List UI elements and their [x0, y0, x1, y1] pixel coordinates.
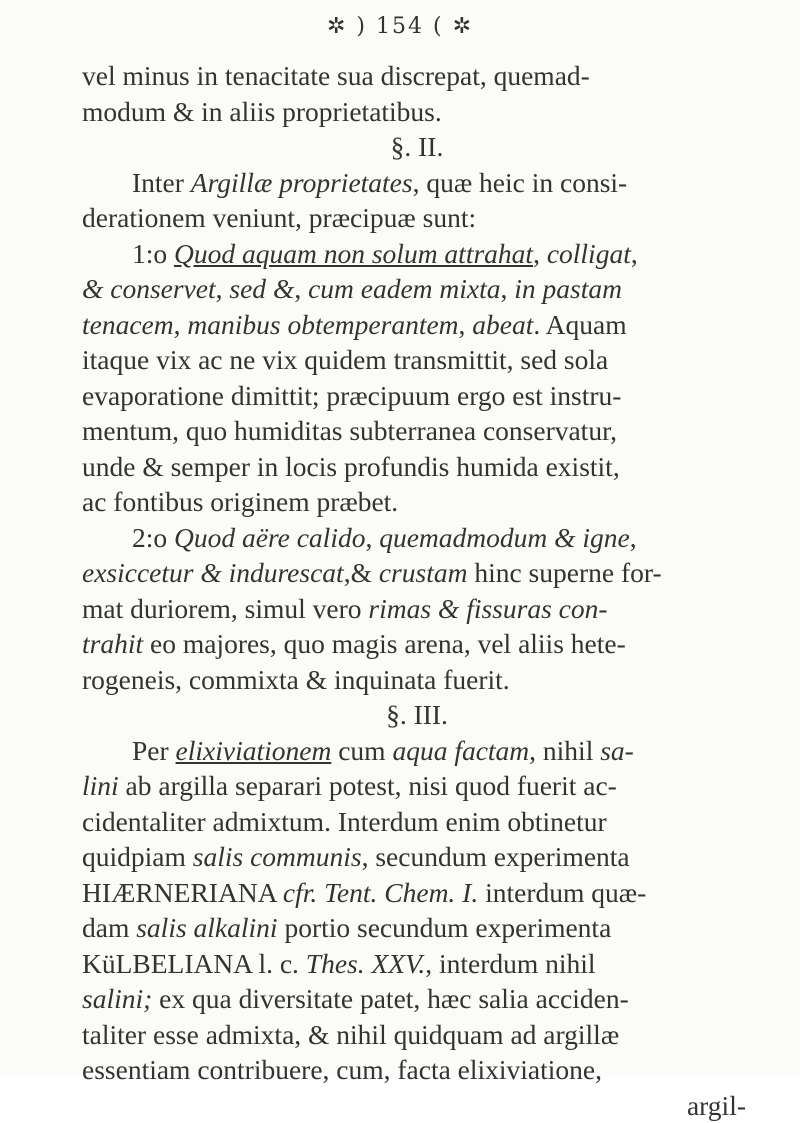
line-content	[132, 236, 638, 272]
line-content	[82, 591, 608, 627]
line-content	[82, 804, 607, 840]
line-content	[386, 699, 448, 730]
text-run: mat duriorem, simul vero	[82, 593, 368, 624]
text-run: itaque vix ac ne vix quidem transmittit, sed sola	[82, 344, 608, 375]
text-run: tenacem	[82, 309, 174, 340]
text-run: ,	[630, 522, 637, 553]
text-run: in pastam	[514, 273, 622, 304]
text-run: crustam	[379, 557, 468, 588]
text-line	[82, 662, 752, 698]
text-run: ac fontibus originem præbet.	[82, 486, 398, 517]
text-run: exsiccetur & indurescat	[82, 557, 344, 588]
text-run: 1:o	[132, 238, 174, 269]
text-run: ab argilla separari potest, nisi quod fuerit ac-	[119, 770, 617, 801]
text-run: salini;	[82, 983, 152, 1014]
text-run: Per	[132, 735, 176, 766]
line-content	[82, 58, 590, 94]
text-line	[82, 1052, 752, 1088]
text-run: ,&	[344, 557, 379, 588]
line-content	[82, 1052, 602, 1088]
line-content	[82, 768, 617, 804]
text-run: cum	[331, 735, 392, 766]
text-run: cidentaliter admixtum. Interdum enim obtinetur	[82, 806, 607, 837]
text-run: §. II.	[391, 131, 444, 162]
text-run: quidpiam	[82, 841, 193, 872]
text-line	[82, 413, 752, 449]
text-run: abeat	[472, 309, 533, 340]
text-line	[82, 910, 752, 946]
text-line	[82, 981, 752, 1017]
text-run: sa-	[600, 735, 634, 766]
text-run: 2:o	[132, 522, 174, 553]
text-line	[82, 236, 752, 272]
text-line	[82, 484, 752, 520]
line-content	[82, 96, 442, 127]
line-content	[687, 1090, 746, 1121]
text-run: salis alkalini	[136, 912, 277, 943]
text-run: derationem veniunt, præcipuæ sunt:	[82, 202, 476, 233]
line-content	[82, 910, 611, 946]
text-run: portio secundum experimenta	[278, 912, 612, 943]
text-run: elixiviationem	[176, 735, 332, 766]
text-line	[82, 555, 752, 591]
line-content	[82, 413, 617, 449]
text-run	[266, 273, 273, 304]
text-run: colligat	[547, 238, 631, 269]
text-line	[82, 697, 752, 733]
text-run: KüLBELIANA l. c.	[82, 948, 306, 979]
text-run: aqua factam	[392, 735, 529, 766]
text-line	[82, 1017, 752, 1053]
text-run: , quæ heic in consi-	[413, 167, 628, 198]
line-content	[82, 875, 646, 911]
text-run: ,	[631, 238, 638, 269]
line-content	[82, 486, 398, 517]
line-content	[82, 307, 627, 343]
text-line	[82, 520, 752, 556]
text-line	[82, 271, 752, 307]
text-run: modum & in aliis proprietatibus.	[82, 96, 442, 127]
text-run: Quod aëre calido	[174, 522, 365, 553]
page-header: ✲ ) 154 ( ✲	[0, 14, 800, 39]
text-run: . Aquam	[533, 309, 626, 340]
text-run: Quod aquam non solum attrahat	[174, 238, 533, 269]
text-run: cum eadem mixta	[308, 273, 500, 304]
text-run: , secundum experimenta	[362, 841, 630, 872]
text-run: lini	[82, 770, 119, 801]
line-content	[82, 449, 620, 485]
line-content	[82, 200, 476, 236]
text-run: quemadmodum & igne	[379, 522, 630, 553]
line-content	[82, 664, 510, 695]
text-run: ,	[294, 273, 308, 304]
text-line	[82, 626, 752, 662]
line-content	[82, 271, 622, 307]
text-line	[82, 200, 752, 236]
text-run: ,	[216, 273, 230, 304]
text-run: ,	[174, 309, 188, 340]
text-run: ,	[459, 309, 473, 340]
text-run: dam	[82, 912, 136, 943]
text-line	[82, 875, 752, 911]
text-line	[82, 804, 752, 840]
text-run: Inter	[132, 167, 191, 198]
line-content	[82, 626, 626, 662]
text-run: HIÆRNERIANA	[82, 877, 283, 908]
text-run: mentum, quo humiditas subterranea conservatur,	[82, 415, 617, 446]
text-run: vel minus in tenacitate sua discrepat, quemad-	[82, 60, 590, 91]
text-line	[82, 768, 752, 804]
line-content	[82, 555, 662, 591]
text-run: cfr. Tent. Chem. I.	[283, 877, 478, 908]
text-run: §. III.	[386, 699, 448, 730]
text-run: taliter esse admixta, & nihil quidquam ad argillæ	[82, 1019, 619, 1050]
text-line	[82, 165, 752, 201]
text-body	[82, 58, 752, 1123]
text-run: ex qua diversitate patet, hæc salia acciden-	[152, 983, 628, 1014]
text-run: Thes. XXV.	[306, 948, 425, 979]
line-content	[132, 165, 627, 201]
text-run: rogeneis, commixta & inquinata fuerit.	[82, 664, 510, 695]
text-run: evaporatione dimittit; præcipuum ergo est instru-	[82, 380, 621, 411]
line-content	[82, 946, 596, 982]
line-content	[82, 839, 630, 875]
text-run: , nihil	[529, 735, 600, 766]
text-run: ,	[365, 522, 379, 553]
text-line	[82, 449, 752, 485]
text-run: ,	[501, 273, 515, 304]
line-content	[82, 378, 621, 414]
text-run: interdum quæ-	[478, 877, 646, 908]
text-run: essentiam contribuere, cum, facta elixiviatione,	[82, 1054, 602, 1085]
text-line	[82, 839, 752, 875]
text-run: , interdum nihil	[425, 948, 595, 979]
line-content	[82, 342, 608, 378]
text-run: & conservet	[82, 273, 216, 304]
text-run: argil-	[687, 1090, 746, 1121]
text-run: eo majores, quo magis arena, vel aliis hete-	[143, 628, 626, 659]
text-run: rimas & fissuras con-	[368, 593, 607, 624]
text-line	[82, 342, 752, 378]
text-line	[82, 378, 752, 414]
text-line	[82, 129, 752, 165]
text-run: salis communis	[193, 841, 362, 872]
text-line	[82, 94, 752, 130]
line-content	[391, 131, 444, 162]
text-run: unde & semper in locis profundis humida existit,	[82, 451, 620, 482]
line-content	[132, 520, 637, 556]
text-run: hinc superne for-	[467, 557, 661, 588]
text-line	[82, 733, 752, 769]
text-line	[82, 307, 752, 343]
text-run: manibus obtemperantem	[187, 309, 458, 340]
line-content	[82, 981, 629, 1017]
text-line	[82, 1088, 752, 1123]
text-run: Argillæ proprietates	[191, 167, 413, 198]
text-run: &	[273, 273, 294, 304]
line-content	[132, 733, 634, 769]
text-line	[82, 946, 752, 982]
line-content	[82, 1017, 619, 1053]
text-run: trahit	[82, 628, 143, 659]
text-run: ,	[533, 238, 547, 269]
text-line	[82, 591, 752, 627]
text-run: sed	[229, 273, 266, 304]
text-line	[82, 58, 752, 94]
